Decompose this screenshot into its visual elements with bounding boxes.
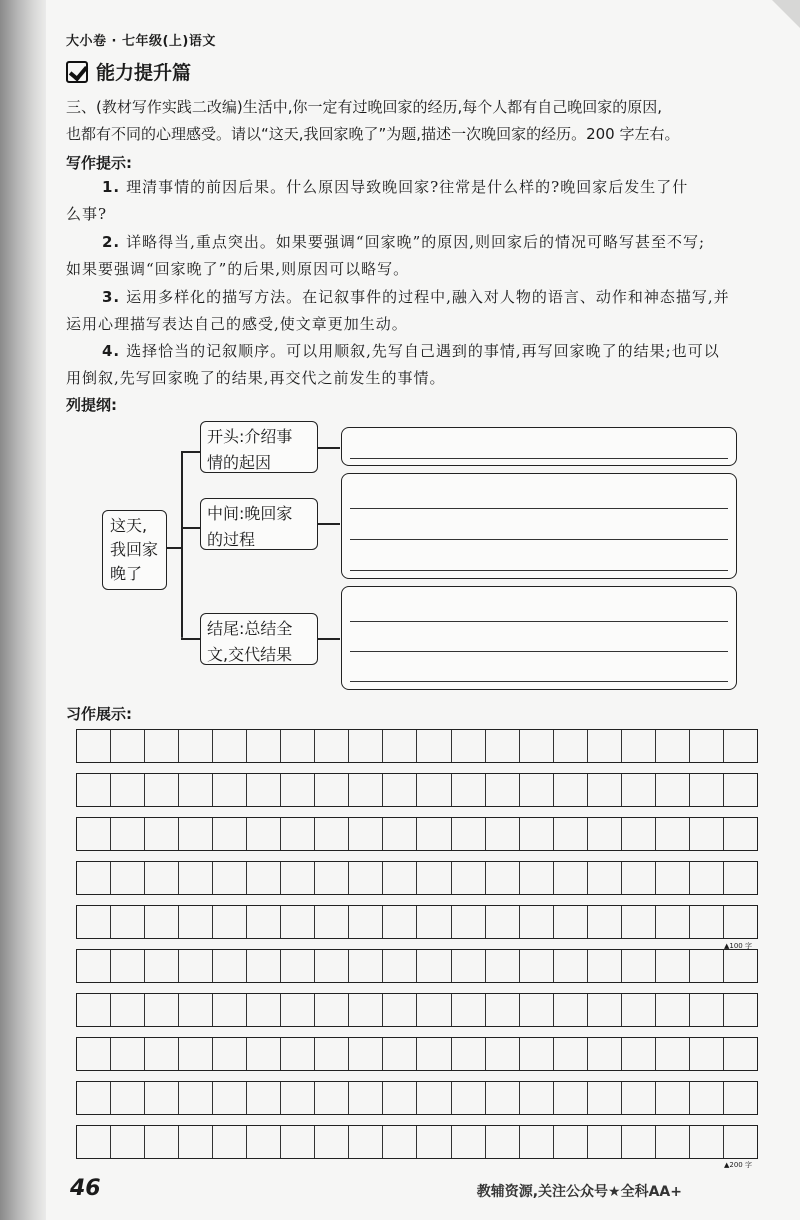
grid-cell[interactable]: [145, 906, 179, 938]
grid-cell[interactable]: [179, 774, 213, 806]
grid-cell[interactable]: [179, 730, 213, 762]
grid-cell[interactable]: [145, 862, 179, 894]
grid-cell[interactable]: [111, 1038, 145, 1070]
grid-cell[interactable]: [588, 774, 622, 806]
connector-line: [318, 523, 340, 525]
grid-cell[interactable]: [77, 906, 111, 938]
grid-cell[interactable]: [656, 774, 690, 806]
writing-line: [350, 458, 728, 459]
grid-cell[interactable]: [690, 994, 724, 1026]
grid-cell[interactable]: [111, 1126, 145, 1158]
grid-cell[interactable]: [622, 994, 656, 1026]
tip-line: 理清事情的前因后果。什么原因导致晚回家?往常是什么样的?晚回家后发生了什: [126, 178, 689, 196]
running-header: [66, 30, 216, 49]
grid-row: [76, 1125, 758, 1159]
connector-line: [318, 447, 340, 449]
branch-line: 的过程: [207, 530, 256, 549]
grid-cell[interactable]: [77, 774, 111, 806]
grid-cell[interactable]: [281, 730, 315, 762]
grid-cell[interactable]: [315, 906, 349, 938]
writing-line: [350, 681, 728, 682]
grid-cell[interactable]: [520, 1038, 554, 1070]
tip-item: [66, 174, 756, 228]
grid-cell[interactable]: [417, 906, 451, 938]
grid-cell[interactable]: [588, 906, 622, 938]
branch-line: 中间:晚回家: [207, 504, 293, 523]
grid-cell[interactable]: [724, 950, 757, 982]
grid-cell[interactable]: [111, 862, 145, 894]
grid-cell[interactable]: [724, 1038, 757, 1070]
grid-cell[interactable]: [520, 950, 554, 982]
grid-cell[interactable]: [145, 994, 179, 1026]
grid-cell[interactable]: [417, 1038, 451, 1070]
grid-cell[interactable]: [213, 818, 247, 850]
writing-line: [350, 508, 728, 509]
word-count-mark-100: ▲100 字: [724, 942, 752, 950]
grid-cell[interactable]: [656, 906, 690, 938]
grid-cell[interactable]: [281, 774, 315, 806]
outline-answer-box[interactable]: [341, 473, 737, 579]
tip-line: 详略得当,重点突出。如果要强调“回家晚”的原因,则回家后的情况可略写甚至不写;: [126, 233, 706, 251]
grid-cell[interactable]: [315, 774, 349, 806]
grid-cell[interactable]: [724, 862, 757, 894]
grid-cell[interactable]: [486, 950, 520, 982]
grid-cell[interactable]: [554, 818, 588, 850]
grid-cell[interactable]: [452, 906, 486, 938]
question-line-1: 三、(教材写作实践二改编)生活中,你一定有过晚回家的经历,每个人都有自己晚回家的原因,: [66, 98, 663, 116]
grid-cell[interactable]: [690, 1038, 724, 1070]
grid-cell[interactable]: [77, 950, 111, 982]
tip-item: [66, 229, 756, 283]
grid-cell[interactable]: [588, 994, 622, 1026]
grid-cell[interactable]: [349, 994, 383, 1026]
tips-heading: 写作提示:: [66, 154, 132, 172]
grid-cell[interactable]: [77, 1126, 111, 1158]
grid-cell[interactable]: [690, 730, 724, 762]
grid-cell[interactable]: [588, 950, 622, 982]
grid-cell[interactable]: [247, 1082, 281, 1114]
grid-cell[interactable]: [520, 774, 554, 806]
grid-cell[interactable]: [111, 906, 145, 938]
grid-row: [76, 861, 758, 895]
grid-cell[interactable]: [213, 1082, 247, 1114]
grid-cell[interactable]: [111, 1082, 145, 1114]
grid-cell[interactable]: [486, 774, 520, 806]
grid-row: [76, 905, 758, 939]
writing-line: [350, 651, 728, 652]
grid-cell[interactable]: [724, 1082, 757, 1114]
grid-cell[interactable]: [77, 1038, 111, 1070]
grid-cell[interactable]: [554, 730, 588, 762]
grid-cell[interactable]: [452, 862, 486, 894]
grid-cell[interactable]: [417, 818, 451, 850]
grid-cell[interactable]: [588, 1082, 622, 1114]
outline-branch-box: [200, 498, 318, 550]
grid-cell[interactable]: [520, 906, 554, 938]
grid-cell[interactable]: [690, 950, 724, 982]
grid-cell[interactable]: [588, 818, 622, 850]
grid-cell[interactable]: [486, 906, 520, 938]
tip-item: [66, 284, 756, 338]
outline-root-box: [102, 510, 167, 590]
grid-cell[interactable]: [111, 818, 145, 850]
connector-line: [181, 638, 201, 640]
grid-cell[interactable]: [77, 994, 111, 1026]
grid-cell[interactable]: [179, 950, 213, 982]
grid-cell[interactable]: [145, 950, 179, 982]
grid-cell[interactable]: [179, 1082, 213, 1114]
grid-cell[interactable]: [213, 950, 247, 982]
grid-row: [76, 1037, 758, 1071]
grid-cell[interactable]: [315, 994, 349, 1026]
question-line-2: 也都有不同的心理感受。请以“这天,我回家晚了”为题,描述一次晚回家的经历。200 字左右。: [66, 125, 680, 143]
grid-cell[interactable]: [417, 862, 451, 894]
grid-cell[interactable]: [520, 862, 554, 894]
grid-cell[interactable]: [349, 1038, 383, 1070]
grid-cell[interactable]: [656, 994, 690, 1026]
grid-cell[interactable]: [452, 818, 486, 850]
grid-cell[interactable]: [247, 994, 281, 1026]
grid-cell[interactable]: [383, 1126, 417, 1158]
grid-cell[interactable]: [77, 862, 111, 894]
connector-line: [167, 547, 182, 549]
grid-cell[interactable]: [383, 730, 417, 762]
tip-line: 运用多样化的描写方法。在记叙事件的过程中,融入对人物的语言、动作和神态描写,并: [126, 288, 730, 306]
grid-cell[interactable]: [383, 862, 417, 894]
grid-cell[interactable]: [247, 1126, 281, 1158]
grid-cell[interactable]: [349, 1082, 383, 1114]
outline-root-line: 晚了: [110, 564, 143, 583]
grid-cell[interactable]: [724, 906, 757, 938]
grid-cell[interactable]: [690, 862, 724, 894]
grid-cell[interactable]: [486, 862, 520, 894]
grid-cell[interactable]: [145, 1126, 179, 1158]
grid-cell[interactable]: [417, 1082, 451, 1114]
grid-cell[interactable]: [383, 906, 417, 938]
grid-cell[interactable]: [622, 862, 656, 894]
grid-cell[interactable]: [452, 994, 486, 1026]
grid-cell[interactable]: [145, 1082, 179, 1114]
grid-cell[interactable]: [622, 1038, 656, 1070]
grid-cell[interactable]: [77, 730, 111, 762]
grid-cell[interactable]: [247, 862, 281, 894]
grid-cell[interactable]: [690, 906, 724, 938]
outline-branch-box: [200, 613, 318, 665]
grid-cell[interactable]: [486, 1126, 520, 1158]
grid-cell[interactable]: [349, 774, 383, 806]
outline-root-line: 这天,: [110, 516, 148, 535]
grid-cell[interactable]: [724, 730, 757, 762]
grid-cell[interactable]: [179, 862, 213, 894]
grid-cell[interactable]: [349, 1126, 383, 1158]
tip-number: 1.: [102, 178, 121, 196]
grid-cell[interactable]: [724, 818, 757, 850]
grid-cell[interactable]: [588, 862, 622, 894]
grid-cell[interactable]: [690, 818, 724, 850]
writing-line: [350, 539, 728, 540]
grid-cell[interactable]: [213, 906, 247, 938]
grid-cell[interactable]: [452, 1082, 486, 1114]
grid-cell[interactable]: [554, 862, 588, 894]
grid-cell[interactable]: [452, 950, 486, 982]
grid-cell[interactable]: [417, 950, 451, 982]
grid-cell[interactable]: [281, 950, 315, 982]
grid-cell[interactable]: [213, 730, 247, 762]
grid-cell[interactable]: [247, 950, 281, 982]
grid-cell[interactable]: [145, 730, 179, 762]
grid-cell[interactable]: [588, 1126, 622, 1158]
grid-cell[interactable]: [315, 862, 349, 894]
grid-cell[interactable]: [622, 950, 656, 982]
page-corner-fold: [772, 0, 800, 28]
grid-cell[interactable]: [213, 1038, 247, 1070]
grid-cell[interactable]: [281, 1038, 315, 1070]
grid-cell[interactable]: [486, 1082, 520, 1114]
writing-line: [350, 621, 728, 622]
connector-line: [181, 527, 201, 529]
grid-cell[interactable]: [315, 1038, 349, 1070]
grid-cell[interactable]: [145, 774, 179, 806]
grid-cell[interactable]: [554, 906, 588, 938]
grid-cell[interactable]: [111, 994, 145, 1026]
grid-cell[interactable]: [281, 906, 315, 938]
grid-cell[interactable]: [383, 950, 417, 982]
grid-cell[interactable]: [349, 818, 383, 850]
branch-line: 结尾:总结全: [207, 619, 293, 638]
grid-cell[interactable]: [383, 774, 417, 806]
writing-line: [350, 570, 728, 571]
grid-cell[interactable]: [417, 774, 451, 806]
grid-cell[interactable]: [281, 818, 315, 850]
grid-cell[interactable]: [656, 950, 690, 982]
grid-cell[interactable]: [622, 730, 656, 762]
grid-cell[interactable]: [281, 994, 315, 1026]
outline-heading: 列提纲:: [66, 396, 117, 414]
grid-cell[interactable]: [247, 1038, 281, 1070]
grid-cell[interactable]: [690, 774, 724, 806]
grid-cell[interactable]: [281, 1126, 315, 1158]
grid-cell[interactable]: [247, 730, 281, 762]
tip-number: 4.: [102, 342, 121, 360]
grid-cell[interactable]: [247, 906, 281, 938]
grid-cell[interactable]: [656, 862, 690, 894]
grid-cell[interactable]: [520, 1082, 554, 1114]
tip-item: [66, 338, 756, 392]
outline-answer-box[interactable]: [341, 586, 737, 690]
branch-line: 开头:介绍事: [207, 427, 293, 446]
grid-cell[interactable]: [520, 818, 554, 850]
grid-cell[interactable]: [77, 818, 111, 850]
grid-row: [76, 949, 758, 983]
grid-cell[interactable]: [315, 1126, 349, 1158]
grid-cell[interactable]: [554, 1038, 588, 1070]
outline-answer-box[interactable]: [341, 427, 737, 466]
grid-cell[interactable]: [622, 818, 656, 850]
grid-cell[interactable]: [724, 774, 757, 806]
book-binding-shadow: [0, 0, 46, 1220]
grid-cell[interactable]: [554, 1126, 588, 1158]
grid-cell[interactable]: [213, 862, 247, 894]
grid-cell[interactable]: [690, 1082, 724, 1114]
grid-cell[interactable]: [417, 994, 451, 1026]
grid-cell[interactable]: [486, 1038, 520, 1070]
grid-cell[interactable]: [315, 1082, 349, 1114]
grid-cell[interactable]: [179, 1038, 213, 1070]
tip-number: 2.: [102, 233, 121, 251]
tip-line: 选择恰当的记叙顺序。可以用顺叙,先写自己遇到的事情,再写回家晚了的结果;也可以: [126, 342, 720, 360]
grid-row: [76, 993, 758, 1027]
book-title: 大小卷 · 七年级(上)语文: [66, 34, 216, 49]
connector-line: [181, 451, 201, 453]
grid-cell[interactable]: [213, 994, 247, 1026]
grid-cell[interactable]: [281, 862, 315, 894]
grid-cell[interactable]: [111, 950, 145, 982]
grid-cell[interactable]: [349, 862, 383, 894]
grid-cell[interactable]: [452, 1038, 486, 1070]
grid-cell[interactable]: [179, 1126, 213, 1158]
grid-cell[interactable]: [622, 774, 656, 806]
connector-line: [318, 638, 340, 640]
grid-row: [76, 817, 758, 851]
grid-cell[interactable]: [145, 1038, 179, 1070]
grid-cell[interactable]: [622, 906, 656, 938]
grid-cell[interactable]: [452, 1126, 486, 1158]
grid-cell[interactable]: [349, 950, 383, 982]
grid-cell[interactable]: [179, 818, 213, 850]
branch-line: 文,交代结果: [207, 645, 293, 664]
grid-cell[interactable]: [690, 1126, 724, 1158]
grid-cell[interactable]: [315, 818, 349, 850]
grid-cell[interactable]: [111, 774, 145, 806]
grid-cell[interactable]: [179, 906, 213, 938]
grid-cell[interactable]: [656, 818, 690, 850]
tip-line: 用倒叙,先写回家晚了的结果,再交代之前发生的事情。: [66, 369, 446, 387]
grid-cell[interactable]: [554, 994, 588, 1026]
grid-cell[interactable]: [247, 818, 281, 850]
question-text: [66, 94, 756, 148]
section-title: 能力提升篇: [96, 62, 192, 84]
grid-cell[interactable]: [622, 1126, 656, 1158]
grid-cell[interactable]: [179, 994, 213, 1026]
grid-row: [76, 1081, 758, 1115]
grid-cell[interactable]: [77, 1082, 111, 1114]
grid-cell[interactable]: [145, 818, 179, 850]
grid-cell[interactable]: [656, 730, 690, 762]
grid-cell[interactable]: [213, 1126, 247, 1158]
outline-branch-box: [200, 421, 318, 473]
tip-number: 3.: [102, 288, 121, 306]
grid-cell[interactable]: [656, 1126, 690, 1158]
grid-cell[interactable]: [452, 774, 486, 806]
grid-cell[interactable]: [554, 950, 588, 982]
grid-cell[interactable]: [554, 1082, 588, 1114]
grid-cell[interactable]: [349, 730, 383, 762]
outline-root-line: 我回家: [110, 540, 159, 559]
grid-cell[interactable]: [724, 1126, 757, 1158]
grid-cell[interactable]: [520, 730, 554, 762]
grid-cell[interactable]: [111, 730, 145, 762]
grid-cell[interactable]: [417, 730, 451, 762]
grid-cell[interactable]: [486, 994, 520, 1026]
tip-line: 运用心理描写表达自己的感受,使文章更加生动。: [66, 315, 408, 333]
grid-cell[interactable]: [724, 994, 757, 1026]
grid-cell[interactable]: [315, 950, 349, 982]
grid-cell[interactable]: [349, 906, 383, 938]
grid-cell[interactable]: [315, 730, 349, 762]
grid-row: [76, 729, 758, 763]
grid-cell[interactable]: [383, 1038, 417, 1070]
grid-cell[interactable]: [622, 1082, 656, 1114]
grid-cell[interactable]: [383, 1082, 417, 1114]
grid-cell[interactable]: [417, 1126, 451, 1158]
footer-note: 教辅资源,关注公众号★全科AA+: [476, 1184, 682, 1200]
grid-cell[interactable]: [588, 1038, 622, 1070]
tip-line: 么事?: [66, 205, 108, 223]
grid-cell[interactable]: [247, 774, 281, 806]
grid-cell[interactable]: [588, 730, 622, 762]
connector-line: [181, 451, 183, 638]
grid-cell[interactable]: [486, 818, 520, 850]
grid-cell[interactable]: [486, 730, 520, 762]
grid-cell[interactable]: [383, 818, 417, 850]
grid-cell[interactable]: [520, 994, 554, 1026]
grid-cell[interactable]: [520, 1126, 554, 1158]
grid-cell[interactable]: [281, 1082, 315, 1114]
branch-line: 情的起因: [207, 453, 272, 472]
tip-line: 如果要强调“回家晚了”的后果,则原因可以略写。: [66, 260, 410, 278]
grid-cell[interactable]: [656, 1038, 690, 1070]
checkbox-icon: [66, 61, 88, 83]
page-number: 46: [70, 1176, 101, 1201]
grid-cell[interactable]: [213, 774, 247, 806]
grid-cell[interactable]: [554, 774, 588, 806]
grid-cell[interactable]: [452, 730, 486, 762]
section-heading: [66, 58, 191, 85]
grid-cell[interactable]: [656, 1082, 690, 1114]
word-count-mark-200: ▲200 字: [724, 1161, 752, 1169]
grid-cell[interactable]: [383, 994, 417, 1026]
grid-row: [76, 773, 758, 807]
essay-heading: 习作展示:: [66, 705, 132, 723]
